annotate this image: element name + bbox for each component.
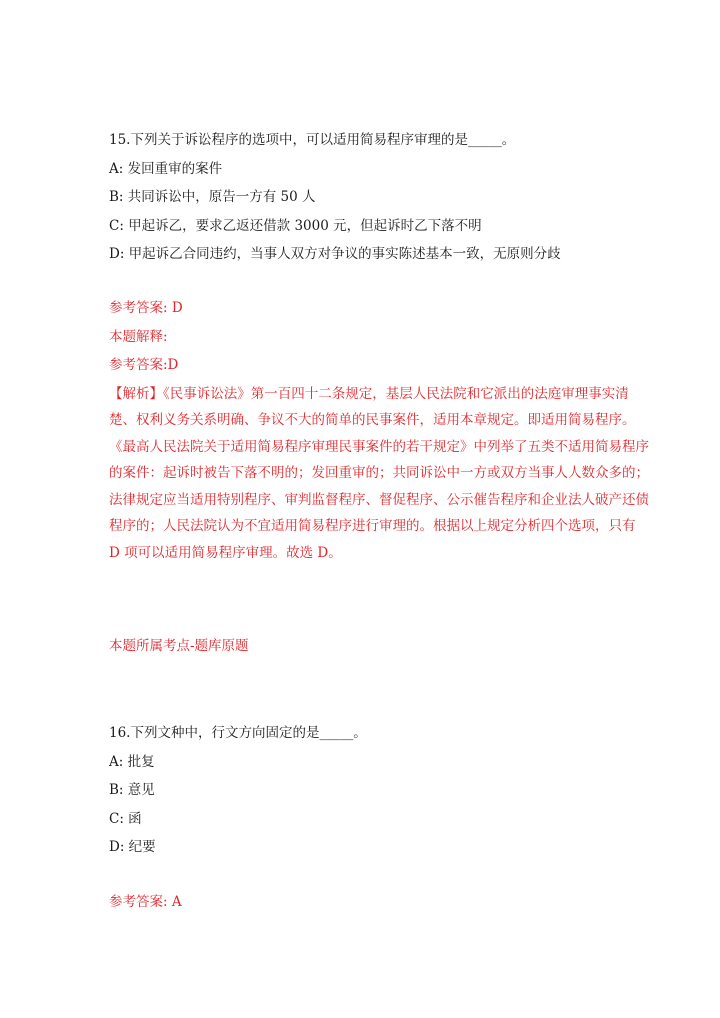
question-15 [109,126,649,269]
answer-section-15 [109,294,649,566]
option-a: A: 发回重审的案件 [109,160,223,177]
answer: 参考答案: A [109,894,182,910]
question-text: 15.下列关于诉讼程序的选项中，可以适用简易程序审理的是_____。 [109,132,516,148]
option-c: C: 甲起诉乙，要求乙返还借款 3000 元，但起诉时乙下落不明 [109,217,482,234]
question-text: 16.下列文种中，行文方向固定的是_____。 [109,725,367,741]
option-b: B: 意见 [109,782,155,798]
analysis-paragraph [109,381,649,567]
option-c: C: 函 [109,810,142,827]
explanation-label: 本题解释: [109,328,168,345]
analysis-tag: 【解析】 [109,385,163,402]
option-a: A: 批复 [109,753,155,770]
option-d: D: 纪要 [109,839,156,855]
analysis-text: 《民事诉讼法》第一百四十二条规定，基层人民法院和它派出的法庭审理事实清楚、权利义务关系明确、争议不大的简单的民事案件，适用本章规定。即适用简易程序。《最高人民法院关于适用简易程序审理民事案件的若干规定》中列举了五类不适用简易程序的案件：起诉时被告下落不明的；发回重审的；共同诉讼中一方或双方当事人人数众多的；法律规定应当适用特别程序、审判监督程序、督促程序、公示催告程序和企业法人破产还债程序的；人民法院认为不宜适用简易程序进行审理的。根据以上规定分析四个选项，只有 D 项可以适用简易程序审理。故选 D。 [109,385,649,561]
answer-repeat: 参考答案:D [109,357,179,373]
question-16 [109,719,649,862]
option-b: B: 共同诉讼中，原告一方有 50 人 [109,189,316,205]
option-d: D: 甲起诉乙合同违约，当事人双方对争议的事实陈述基本一致，无原则分歧 [109,246,561,262]
answer: 参考答案: D [109,300,183,316]
topic-label: 本题所属考点-题库原题 [109,638,249,654]
topic-section-15 [109,632,649,661]
answer-section-16 [109,888,649,917]
